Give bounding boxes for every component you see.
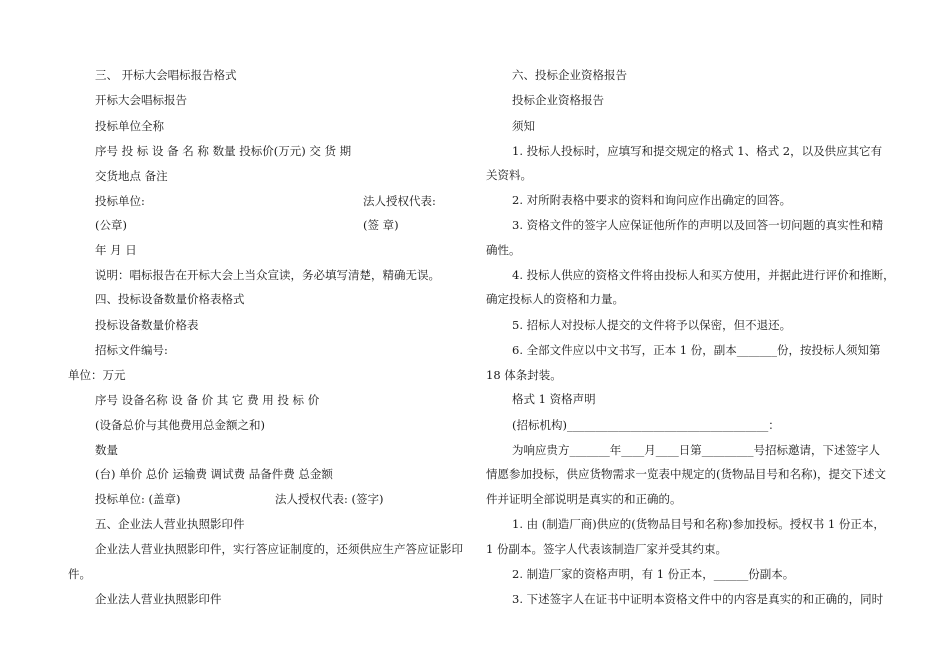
paragraph-line: 件并证明全部说明是真实的和正确的。	[486, 492, 682, 506]
subheading: 须知	[512, 119, 535, 133]
subheading: 格式 1 资格声明	[512, 392, 596, 406]
form-title: 投标设备数量价格表	[95, 318, 199, 332]
note-line: 说明：唱标报告在开标大会上当众宣读，务必填写清楚，精确无误。	[95, 268, 440, 282]
date-line: 年 月 日	[95, 243, 137, 257]
paragraph-line: 确性。	[486, 243, 521, 257]
paragraph-line: 1 份副本。签字人代表该制造厂家并受其约束。	[486, 542, 727, 556]
section-heading-3: 三、 开标大会唱标报告格式	[95, 68, 237, 82]
paragraph-line: 为响应贵方_______年____月____日第_________号招标邀请，下述签字人	[512, 443, 880, 457]
form-title: 投标企业资格报告	[512, 93, 604, 107]
addressee-line: (招标机构)___________________________________：	[512, 418, 780, 432]
paragraph-line: 1. 由 (制造厂商)供应的(货物品目号和名称)参加投标。授权书 1 份正本，	[512, 517, 885, 531]
table-header-line: 序号 投 标 设 备 名 称 数量 投标价(万元) 交 货 期	[95, 144, 352, 158]
paragraph-line: 1. 投标人投标时，应填写和提交规定的格式 1、格式 2，以及供应其它有	[512, 144, 883, 158]
section-heading-5: 五、企业法人营业执照影印件	[95, 517, 245, 531]
paragraph-line: 2. 对所附表格中要求的资料和询问应作出确定的回答。	[512, 193, 792, 207]
paragraph-line: 4. 投标人供应的资格文件将由投标人和买方使用，并据此进行评价和推断，	[512, 268, 895, 282]
section-heading-4: 四、投标设备数量价格表格式	[95, 292, 245, 306]
text-line: 数量	[95, 443, 118, 457]
paragraph-line: 情愿参加投标，供应货物需求一览表中规定的(货物品目号和名称)，提交下述文	[486, 467, 886, 481]
text-line: 交货地点 备注	[95, 169, 168, 183]
paragraph-line: 3. 资格文件的签字人应保证他所作的声明以及回答一切问题的真实性和精	[512, 218, 884, 232]
signature-label: 法人授权代表:	[363, 194, 436, 208]
paragraph-line: 3. 下述签字人在证书中证明本资格文件中的内容是真实的和正确的，同时	[512, 592, 884, 606]
paragraph-line: 确定投标人的资格和力量。	[486, 292, 624, 306]
paragraph-line: 2. 制造厂家的资格声明，有 1 份正本，______份副本。	[512, 567, 795, 581]
paragraph-line: 5. 招标人对投标人提交的文件将予以保密，但不退还。	[512, 318, 792, 332]
text-line: (设备总价与其他费用总金额之和)	[95, 418, 265, 432]
unit-line: 单位：万元	[68, 368, 126, 382]
signature-label: 投标单位:	[95, 194, 145, 208]
seal-label: (签 章)	[363, 218, 399, 232]
table-header-line: 序号 设备名称 设 备 价 其 它 费 用 投 标 价	[95, 393, 320, 407]
section-heading-6: 六、投标企业资格报告	[512, 68, 627, 82]
paragraph-line: 企业法人营业执照影印件，实行答应证制度的，还须供应生产答应证影印	[95, 542, 463, 556]
paragraph-line: 6. 全部文件应以中文书写，正本 1 份，副本_______份，按投标人须知第	[512, 343, 881, 357]
paragraph-line: 18 体条封装。	[486, 368, 562, 382]
form-title: 开标大会唱标报告	[95, 93, 187, 107]
paragraph-line: 件。	[68, 567, 91, 581]
seal-label: (公章)	[95, 218, 127, 232]
text-line: 企业法人营业执照影印件	[95, 592, 222, 606]
text-line: 招标文件编号:	[95, 343, 168, 357]
signature-label: 投标单位: (盖章)	[95, 492, 181, 506]
signature-label: 法人授权代表: (签字)	[275, 492, 384, 506]
table-header-line: (台) 单价 总价 运输费 调试费 品备件费 总金额	[95, 467, 333, 481]
paragraph-line: 关资料。	[486, 168, 532, 182]
text-line: 投标单位全称	[95, 119, 164, 133]
